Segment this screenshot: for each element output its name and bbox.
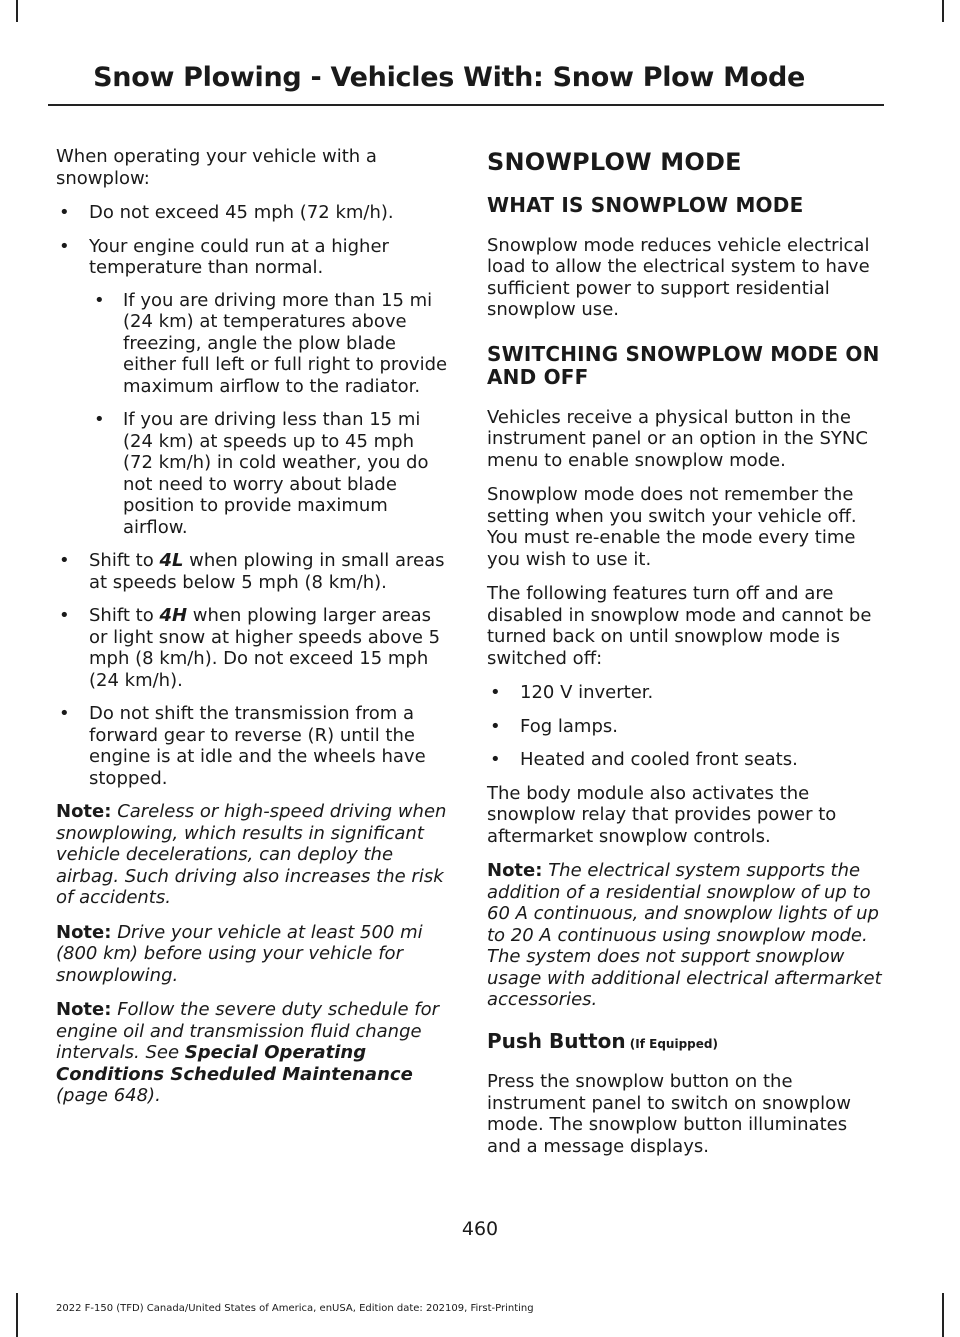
list-item: • 120 V inverter. bbox=[487, 682, 883, 704]
gear-4l-label: 4L bbox=[159, 550, 184, 571]
list-item-text: Shift to bbox=[89, 605, 160, 626]
note-label: Note: bbox=[56, 801, 112, 822]
list-item: • Fog lamps. bbox=[487, 716, 883, 738]
note-text: (page 648). bbox=[56, 1085, 161, 1106]
list-item-text: Shift to bbox=[89, 550, 160, 571]
intro-paragraph: When operating your vehicle with a snowplow: bbox=[56, 146, 377, 189]
if-equipped-label: (If Equipped) bbox=[625, 1036, 718, 1051]
header-divider bbox=[48, 104, 884, 106]
footer-edition-info: 2022 F-150 (TFD) Canada/United States of America, enUSA, Edition date: 202109, First-Printing bbox=[56, 1303, 534, 1314]
temperature-sublist bbox=[89, 290, 448, 539]
paragraph: The following features turn off and are disabled in snowplow mode and cannot be turned back on until snowplow mode is switched off: bbox=[487, 583, 872, 669]
note-airbag bbox=[56, 801, 448, 909]
maintenance-reference-link[interactable]: Special Operating Conditions Scheduled Maintenance bbox=[56, 1042, 413, 1085]
crop-mark-top-left bbox=[16, 0, 18, 22]
note-text: Drive your vehicle at least 500 mi (800 km) before using your vehicle for snowplowing. bbox=[56, 921, 423, 986]
note-label: Note: bbox=[487, 860, 543, 881]
crop-mark-top-right bbox=[942, 0, 944, 22]
note-electrical bbox=[487, 860, 883, 1011]
section-title: SNOWPLOW MODE bbox=[487, 148, 742, 176]
list-item bbox=[56, 550, 448, 593]
operating-list bbox=[56, 202, 448, 789]
paragraph: Vehicles receive a physical button in the instrument panel or an option in the SYNC menu to enable snowplow mode. bbox=[487, 406, 868, 471]
left-column bbox=[56, 146, 448, 1120]
page-number: 460 bbox=[461, 1218, 499, 1240]
list-item-text: Your engine could run at a higher temperature than normal. bbox=[89, 235, 389, 278]
paragraph: Snowplow mode reduces vehicle electrical load to allow the electrical system to have sufficient power to support residential snowplow use. bbox=[487, 234, 870, 320]
list-item bbox=[56, 236, 448, 539]
crop-mark-bottom-left bbox=[16, 1293, 18, 1337]
list-item bbox=[56, 605, 448, 691]
paragraph: Press the snowplow button on the instrument panel to switch on snowplow mode. The snowplow button illuminates and a message displays. bbox=[487, 1071, 851, 1157]
note-break-in bbox=[56, 922, 448, 987]
heading-text: Push Button bbox=[487, 1028, 626, 1053]
list-item: • Do not shift the transmission from a forward gear to reverse (R) until the engine is at idle and the wheels have stopped. bbox=[56, 703, 448, 789]
disabled-features-list bbox=[487, 682, 883, 771]
heading-switching: SWITCHING SNOWPLOW MODE ON AND OFF bbox=[487, 341, 880, 389]
paragraph: The body module also activates the snowplow relay that provides power to aftermarket snowplow controls. bbox=[487, 782, 837, 847]
heading-push-button bbox=[487, 1028, 883, 1056]
note-text: Follow the severe duty schedule for engine oil and transmission fluid change intervals. See bbox=[56, 999, 440, 1063]
note-label: Note: bbox=[56, 921, 112, 943]
list-item-text: when plowing larger areas or light snow at higher speeds above 5 mph (8 km/h). Do not exceed 15 mph (24 km/h). bbox=[89, 605, 441, 691]
note-text: The electrical system supports the addition of a residential snowplow of up to 60 A continuous, and snowplow lights of up to 20 A continuous using snowplow mode. The system does not support snowplow usage with additional electrical aftermarket accessories. bbox=[487, 860, 882, 1010]
list-item: • Do not exceed 45 mph (72 km/h). bbox=[56, 202, 448, 224]
list-item-text: when plowing in small areas at speeds below 5 mph (8 km/h). bbox=[89, 550, 445, 593]
paragraph: Snowplow mode does not remember the setting when you switch your vehicle off. You must re-enable the mode every time you wish to use it. bbox=[487, 484, 857, 570]
note-text: Careless or high-speed driving when snowplowing, which results in significant vehicle decelerations, can deploy the airbag. Such driving also increases the risk of accidents. bbox=[56, 801, 447, 908]
note-label: Note: bbox=[56, 999, 112, 1020]
list-item: • Heated and cooled front seats. bbox=[487, 749, 883, 771]
heading-what-is: WHAT IS SNOWPLOW MODE bbox=[487, 192, 804, 217]
note-maintenance bbox=[56, 999, 448, 1107]
sub-list-item: • If you are driving less than 15 mi (24 km) at speeds up to 45 mph (72 km/h) in cold weather, you do not need to worry about blade position to provide maximum airflow. bbox=[89, 409, 448, 538]
crop-mark-bottom-right bbox=[942, 1293, 944, 1337]
sub-list-item: • If you are driving more than 15 mi (24 km) at temperatures above freezing, angle the plow blade either full left or full right to provide maximum airflow to the radiator. bbox=[89, 290, 448, 398]
gear-4h-label: 4H bbox=[159, 605, 188, 626]
right-column bbox=[487, 146, 883, 1170]
page-header-title: Snow Plowing - Vehicles With: Snow Plow Mode bbox=[93, 62, 805, 93]
